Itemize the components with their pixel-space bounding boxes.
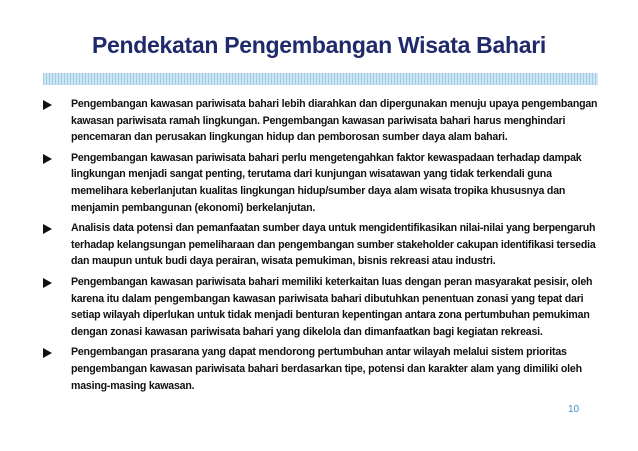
title-underline-bar: [43, 73, 598, 85]
arrow-bullet-icon: [43, 348, 52, 358]
arrow-bullet-icon: [43, 100, 52, 110]
bullet-text: Pengembangan kawasan pariwisata bahari lebih diarahkan dan dipergunakan menuju upaya pengembangan kawasan pariwisata ramah lingkungan. Pengembangan kawasan pariwisata bahari harus menghindari pencemaran dan perusakan lingkungan hidup dan pemborosan sumber daya alam bahari.: [71, 98, 598, 144]
arrow-bullet-icon: [43, 154, 52, 164]
page-number: 10: [568, 404, 580, 415]
bullet-text: Pengembangan kawasan pariwisata bahari memiliki keterkaitan luas dengan peran masyarakat pesisir, oleh karena itu dalam pengembangan kawasan pariwisata bahari dibutuhkan penentuan zonasi yang tepat dari setiap wilayah diperlukan untuk tidak menjadi benturan kepentingan antara zona pertumbuhan pemukiman dengan zonasi kawasan pariwisata bahari yang dikelola dan dimanfaatkan bagi kegiatan rekreasi.: [71, 275, 593, 338]
arrow-bullet-icon: [43, 224, 52, 234]
bullet-item-5: [43, 344, 603, 394]
arrow-bullet-icon: [43, 278, 52, 288]
bullet-item-4: [43, 274, 603, 340]
bullet-text: Pengembangan kawasan pariwisata bahari perlu mengetengahkan faktor kewaspadaan terhadap dampak lingkungan menjadi sangat penting, terutama dari kunjungan wisatawan yang tidak terkendali guna memelihara keberlanjutan kualitas lingkungan hidup/sumber daya alam wisata tropika khususnya dan menjamin pembangunan (ekonomi) berkelanjutan.: [71, 151, 582, 214]
bullet-list: [43, 96, 603, 398]
bullet-text: Pengembangan prasarana yang dapat mendorong pertumbuhan antar wilayah melalui sistem prioritas pengembangan kawasan pariwisata bahari berdasarkan tipe, potensi dan karakter alam yang dimiliki oleh masing-masing kawasan.: [71, 346, 582, 392]
bullet-text: Analisis data potensi dan pemanfaatan sumber daya untuk mengidentifikasikan nilai-nilai yang berpengaruh terhadap kelangsungan pemeliharaan dan pengembangan sumber stakeholder cakupan identifikasi tersedia dan maupun untuk budi daya perairan, wisata pemukiman, bisnis rekreasi atau industri.: [71, 222, 596, 268]
bullet-item-1: [43, 96, 603, 146]
bullet-item-2: [43, 150, 603, 216]
slide-title: Pendekatan Pengembangan Wisata Bahari: [92, 32, 546, 58]
bullet-item-3: [43, 220, 603, 270]
